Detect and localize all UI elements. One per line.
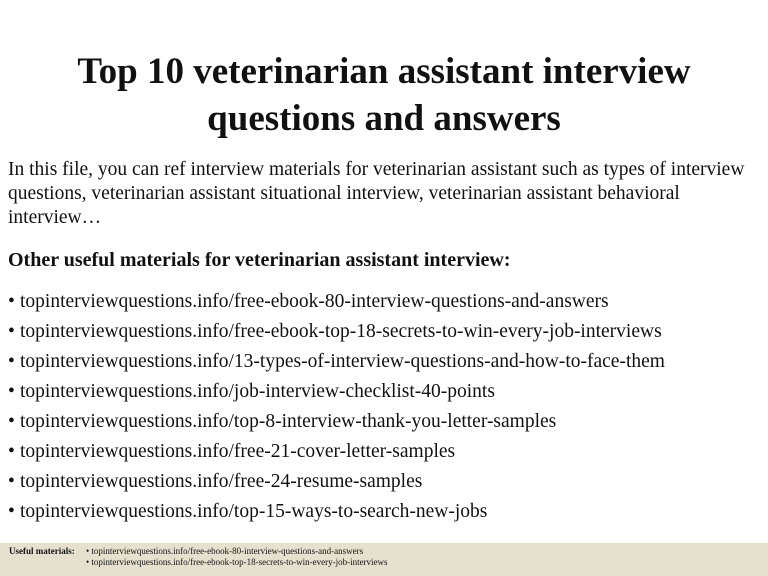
- bullet-icon: •: [8, 351, 15, 372]
- list-item: [8, 497, 760, 527]
- list-item: [8, 377, 760, 407]
- footer-link-list: [86, 546, 388, 567]
- footer-link[interactable]: • topinterviewquestions.info/free-ebook-80-interview-questions-and-answers: [86, 546, 364, 556]
- bullet-icon: •: [8, 291, 15, 312]
- material-link[interactable]: topinterviewquestions.info/top-8-interview-thank-you-letter-samples: [20, 411, 557, 432]
- intro-paragraph: In this file, you can ref interview materials for veterinarian assistant such as types of interview questions, veterinarian assistant situational interview, veterinarian assistant behavioral interview…: [8, 159, 745, 228]
- materials-link-list: [8, 287, 760, 527]
- page-title: [0, 48, 768, 142]
- material-link[interactable]: topinterviewquestions.info/13-types-of-interview-questions-and-how-to-face-them: [20, 351, 665, 372]
- bullet-icon: •: [8, 501, 15, 522]
- list-item: [8, 437, 760, 467]
- material-link[interactable]: topinterviewquestions.info/free-21-cover-letter-samples: [20, 441, 456, 462]
- bullet-icon: •: [8, 411, 15, 432]
- list-item: [8, 407, 760, 437]
- footer-bar: [0, 543, 768, 576]
- material-link[interactable]: topinterviewquestions.info/free-ebook-top-18-secrets-to-win-every-job-interviews: [20, 321, 662, 342]
- list-item: [8, 287, 760, 317]
- bullet-icon: •: [8, 471, 15, 492]
- materials-heading: Other useful materials for veterinarian assistant interview:: [8, 249, 511, 271]
- page-title-line-1: Top 10 veterinarian assistant interview: [77, 51, 691, 92]
- bullet-icon: •: [8, 381, 15, 402]
- material-link[interactable]: topinterviewquestions.info/top-15-ways-to-search-new-jobs: [20, 501, 488, 522]
- page-title-line-2: questions and answers: [207, 98, 561, 139]
- footer-link[interactable]: • topinterviewquestions.info/free-ebook-top-18-secrets-to-win-every-job-interviews: [86, 556, 388, 567]
- list-item: [8, 347, 760, 377]
- material-link[interactable]: topinterviewquestions.info/job-interview-checklist-40-points: [20, 381, 495, 402]
- list-item: [8, 467, 760, 497]
- material-link[interactable]: topinterviewquestions.info/free-ebook-80-interview-questions-and-answers: [20, 291, 609, 312]
- bullet-icon: •: [8, 441, 15, 462]
- bullet-icon: •: [8, 321, 15, 342]
- material-link[interactable]: topinterviewquestions.info/free-24-resume-samples: [20, 471, 423, 492]
- footer-label: Useful materials:: [9, 546, 75, 556]
- list-item: [8, 317, 760, 347]
